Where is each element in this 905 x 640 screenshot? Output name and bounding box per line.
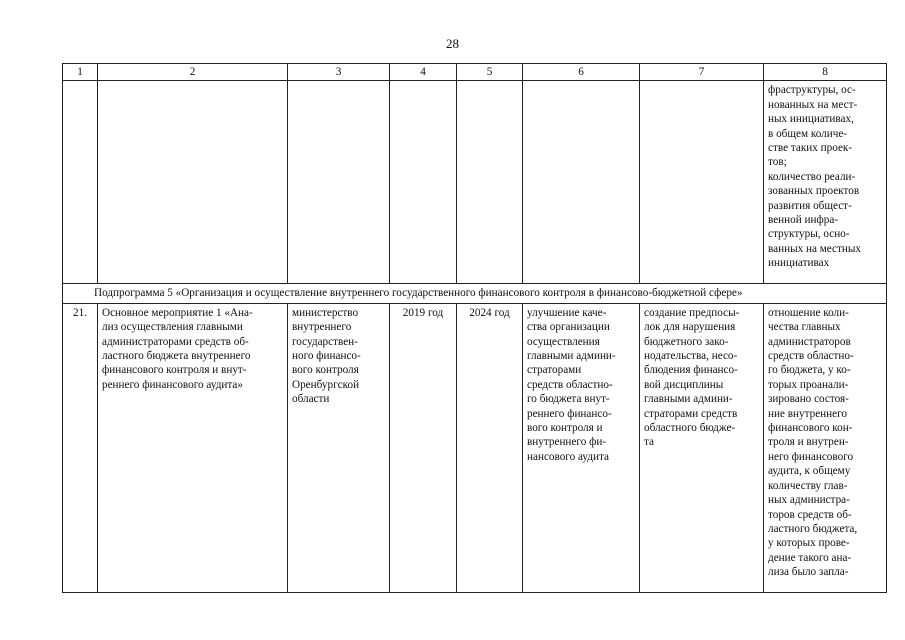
header-col-1: 1 — [63, 64, 98, 81]
expected-result-cell: улучшение каче- ства организации осуществления главными админи- страторами средств областно- го бюджета внут- реннего финансо- вого контроля и внутреннего фи- нансового аудита — [523, 303, 640, 592]
empty-cell — [523, 81, 640, 284]
program-table — [62, 63, 887, 593]
header-col-6: 6 — [523, 64, 640, 81]
header-row — [63, 64, 887, 81]
row-number-cell: 21. — [63, 303, 98, 592]
indicator-continuation-cell: фраструктуры, ос- нованных на мест- ных инициативах, в общем количе- стве таких проек- тов; количество реали- зованных проектов развития общест- венной инфра- структуры, осно- ванных на местных инициативах — [764, 81, 887, 284]
empty-cell — [288, 81, 390, 284]
consequences-cell: создание предпосы- лок для нарушения бюджетного зако- нодательства, несо- блюдения финансо- вой дисциплины главными админи- страторами средств областного бюдже- та — [640, 303, 764, 592]
continuation-row — [63, 81, 887, 284]
header-col-8: 8 — [764, 64, 887, 81]
subprogram-row — [63, 284, 887, 303]
indicator-cell: отношение коли- чества главных администраторов средств областно- го бюджета, у ко- торых проанали- зировано состоя- ние внутреннего финансового кон- троля и внутрен- него финансового аудита, к общему количеству глав- ных администра- торов средств об- ластного бюджета, у которых прове- дение такого ана- лиза было запла- — [764, 303, 887, 592]
end-year-cell: 2024 год — [457, 303, 523, 592]
empty-cell — [390, 81, 457, 284]
empty-cell — [98, 81, 288, 284]
empty-cell — [640, 81, 764, 284]
table-row — [63, 303, 887, 592]
executor-cell: министерство внутреннего государствен- ного финансо- вого контроля Оренбургской области — [288, 303, 390, 592]
header-col-5: 5 — [457, 64, 523, 81]
subprogram-title: Подпрограмма 5 «Организация и осуществление внутреннего государственного финансового контроля в финансово-бюджетной сфере» — [63, 284, 887, 303]
header-col-2: 2 — [98, 64, 288, 81]
start-year-cell: 2019 год — [390, 303, 457, 592]
page-number: 28 — [446, 36, 459, 51]
header-col-3: 3 — [288, 64, 390, 81]
empty-cell — [63, 81, 98, 284]
empty-cell — [457, 81, 523, 284]
header-col-7: 7 — [640, 64, 764, 81]
measure-cell: Основное мероприятие 1 «Ана- лиз осуществления главными администраторами средств об- ластного бюджета внутреннего финансового контроля и внут- реннего финансового аудита» — [98, 303, 288, 592]
header-col-4: 4 — [390, 64, 457, 81]
